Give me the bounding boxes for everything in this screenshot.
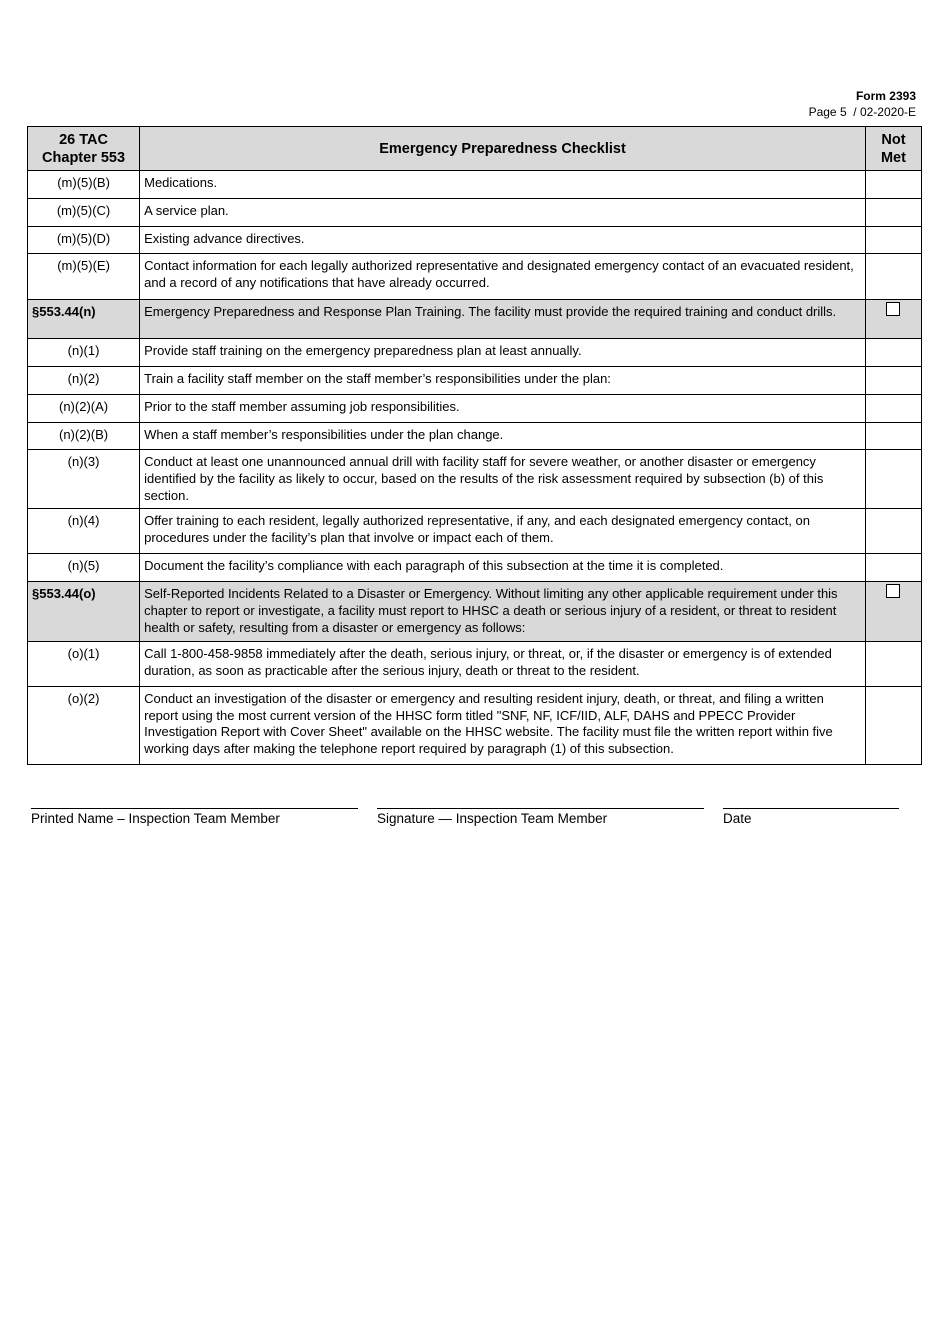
- date-line: [723, 808, 899, 809]
- not-met-cell: [865, 367, 921, 395]
- requirement-text: Medications.: [140, 171, 866, 199]
- not-met-cell: [865, 171, 921, 199]
- requirement-text: Emergency Preparedness and Response Plan Training. The facility must provide the required training and conduct drills.: [140, 300, 866, 339]
- header-not-met-line-2: Met: [880, 149, 906, 166]
- header-cite: [28, 127, 140, 171]
- table-row: [28, 339, 922, 367]
- header-checklist: Emergency Preparedness Checklist: [140, 127, 866, 171]
- table-row: [28, 227, 922, 254]
- table-row: [28, 171, 922, 199]
- requirement-text: Contact information for each legally authorized representative and designated emergency contact of an evacuated resident, and a record of any notifications that have already occurred.: [140, 254, 866, 300]
- table-row: [28, 254, 922, 300]
- requirement-text: A service plan.: [140, 199, 866, 227]
- checklist-rows: [28, 171, 922, 765]
- table-row: [28, 423, 922, 450]
- signature-field[interactable]: [377, 808, 704, 826]
- not-met-cell: [865, 199, 921, 227]
- not-met-cell: [865, 254, 921, 300]
- not-met-checkbox[interactable]: [886, 584, 900, 598]
- requirement-text: Train a facility staff member on the staff member’s responsibilities under the plan:: [140, 367, 866, 395]
- table-row: [28, 199, 922, 227]
- regulation-citation: §553.44(o): [28, 582, 140, 641]
- printed-name-line: [31, 808, 358, 809]
- signature-line: [377, 808, 704, 809]
- requirement-text: Conduct an investigation of the disaster or emergency and resulting resident injury, death, or threat, and filing a written report using the most current version of the HHSC form titled "SNF, NF, ICF/IID, ALF, DAHS and PPECC Provider Investigation Report with Cover Sheet" available on the HHSC website. The facility must file the written report within five working days after making the telephone report required by paragraph (1) of this subsection.: [140, 686, 866, 764]
- not-met-cell: [865, 395, 921, 423]
- not-met-cell: [865, 641, 921, 686]
- table-row: [28, 686, 922, 764]
- section-row: [28, 582, 922, 641]
- date-field[interactable]: [723, 808, 899, 826]
- requirement-text: Conduct at least one unannounced annual drill with facility staff for severe weather, or another disaster or emergency identified by the facility as likely to occur, based on the results of the risk assessment required by subsection (b) of this section.: [140, 450, 866, 509]
- regulation-citation: (n)(2)(B): [28, 423, 140, 450]
- regulation-citation: §553.44(n): [28, 300, 140, 339]
- requirement-text: Existing advance directives.: [140, 227, 866, 254]
- regulation-citation: (n)(2)(A): [28, 395, 140, 423]
- requirement-text: Document the facility’s compliance with each paragraph of this subsection at the time it is completed.: [140, 554, 866, 582]
- header-not-met-line-1: Not: [881, 131, 906, 148]
- table-row: [28, 641, 922, 686]
- form-number: Form 2393: [855, 89, 916, 103]
- requirement-text: Call 1-800-458-9858 immediately after the death, serious injury, or threat, or, if the disaster or emergency is of extended duration, as soon as practicable after the serious injury, death or threat to the resident.: [140, 641, 866, 686]
- regulation-citation: (m)(5)(E): [28, 254, 140, 300]
- not-met-cell: [865, 686, 921, 764]
- signature-label: Signature — Inspection Team Member: [377, 811, 608, 826]
- table-row: [28, 509, 922, 554]
- regulation-citation: (m)(5)(B): [28, 171, 140, 199]
- regulation-citation: (n)(2): [28, 367, 140, 395]
- requirement-text: When a staff member’s responsibilities under the plan change.: [140, 423, 866, 450]
- regulation-citation: (n)(5): [28, 554, 140, 582]
- header-not-met: [865, 127, 921, 171]
- not-met-cell: [865, 554, 921, 582]
- header-cite-line-2: Chapter 553: [42, 149, 126, 166]
- not-met-checkbox[interactable]: [886, 302, 900, 316]
- regulation-citation: (m)(5)(C): [28, 199, 140, 227]
- regulation-citation: (o)(2): [28, 686, 140, 764]
- regulation-citation: (n)(3): [28, 450, 140, 509]
- not-met-cell: [865, 300, 921, 339]
- emergency-preparedness-checklist-table: [27, 126, 922, 765]
- printed-name-label: Printed Name – Inspection Team Member: [31, 811, 280, 826]
- regulation-citation: (n)(1): [28, 339, 140, 367]
- regulation-citation: (m)(5)(D): [28, 227, 140, 254]
- requirement-text: Provide staff training on the emergency preparedness plan at least annually.: [140, 339, 866, 367]
- table-row: [28, 367, 922, 395]
- not-met-cell: [865, 227, 921, 254]
- requirement-text: Self-Reported Incidents Related to a Disaster or Emergency. Without limiting any other applicable requirement under this chapter to report or investigate, a facility must report to HHSC a death or serious injury of a resident, or threat to resident health or safety, resulting from a disaster or emergency as follows:: [140, 582, 866, 641]
- table-row: [28, 450, 922, 509]
- table-row: [28, 395, 922, 423]
- table-row: [28, 554, 922, 582]
- printed-name-field[interactable]: [31, 808, 358, 826]
- requirement-text: Offer training to each resident, legally authorized representative, if any, and each designated emergency contact, on procedures under the facility’s plan that involve or impact each of them.: [140, 509, 866, 554]
- header-cite-line-1: 26 TAC: [59, 131, 108, 148]
- form-header: [809, 88, 916, 120]
- not-met-cell: [865, 509, 921, 554]
- date-label: Date: [723, 811, 752, 826]
- not-met-cell: [865, 339, 921, 367]
- not-met-cell: [865, 450, 921, 509]
- form-page-date: Page 5 / 02-2020-E: [808, 105, 916, 119]
- section-row: [28, 300, 922, 339]
- requirement-text: Prior to the staff member assuming job responsibilities.: [140, 395, 866, 423]
- regulation-citation: (n)(4): [28, 509, 140, 554]
- not-met-cell: [865, 423, 921, 450]
- table-header-row: [28, 127, 922, 171]
- not-met-cell: [865, 582, 921, 641]
- regulation-citation: (o)(1): [28, 641, 140, 686]
